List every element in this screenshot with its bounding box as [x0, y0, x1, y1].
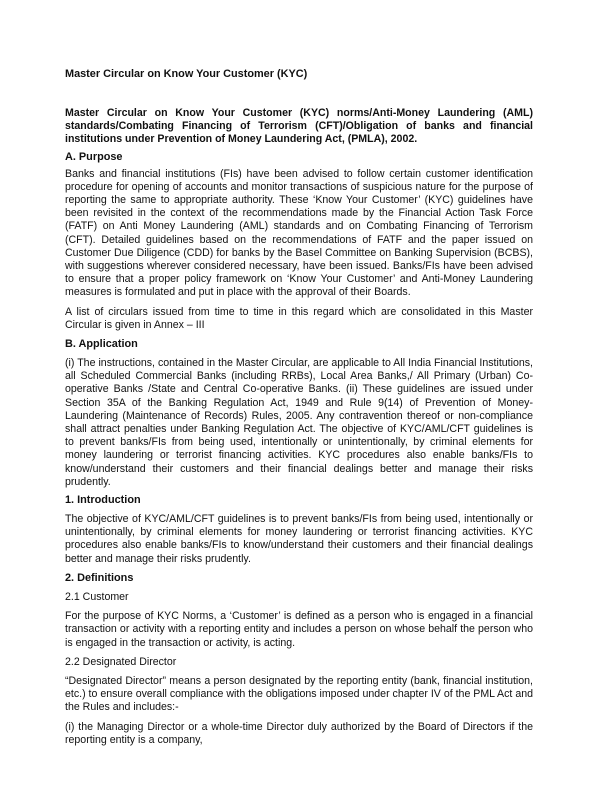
section-b-paragraph-1: (i) The instructions, contained in the Master Circular, are applicable to All India Financial Institutions, all Scheduled Commercial Banks (including RRBs), Local Area Banks,/ All Primary (Urban) Co-operative Banks /State and Central Co-operative Banks. (ii) These guidelines are issued under Section 35A of the Banking Regulation Act, 1949 and Rule 9(14) of Prevention of Money-Laundering (Maintenance of Records) Rules, 2005. Any contravention thereof or non-compliance shall attract penalties under Banking Regulation Act. The objective of KYC/AML/CFT guidelines is to prevent banks/FIs from being used, intentionally or unintentionally, by criminal elements for money laundering or terrorist financing activities. KYC procedures also enable banks/FIs to know/understand their customers and their financial dealings better and manage their risks prudently. [65, 357, 533, 488]
document-subtitle: Master Circular on Know Your Customer (KYC) norms/Anti-Money Laundering (AML) standards/Combating Financing of Terrorism (CFT)/Obligation of banks and financial institutions under Prevention of Money Laundering Act, (PMLA), 2002. [65, 107, 533, 146]
subsection-2-1-heading: 2.1 Customer [65, 590, 129, 603]
section-a-paragraph-2: A list of circulars issued from time to time in this regard which are consolidated in this Master Circular is given in Annex – III [65, 305, 533, 331]
document-page [65, 68, 533, 747]
subsection-2-2-paragraph: “Designated Director” means a person designated by the reporting entity (bank, financial institution, etc.) to ensure overall compliance with the obligations imposed under chapter IV of the PML Act and the Rules and includes:- [65, 674, 533, 714]
section-2-heading: 2. Definitions [65, 571, 134, 584]
document-title: Master Circular on Know Your Customer (KYC) [65, 68, 308, 80]
section-a-paragraph-1: Banks and financial institutions (FIs) have been advised to follow certain customer identification procedure for opening of accounts and monitor transactions of suspicious nature for the purpose of reporting the same to appropriate authority. These ‘Know Your Customer’ (KYC) guidelines have been revisited in the context of the recommendations made by the Financial Action Task Force (FATF) on Anti Money Laundering (AML) standards and on Combating Financing of Terrorism (CFT). Detailed guidelines based on the recommendations of FATF and the paper issued on Customer Due Diligence (CDD) for banks by the Basel Committee on Banking Supervision (BCBS), with suggestions wherever considered necessary, have been issued. Banks/FIs have been advised to ensure that a proper policy framework on ‘Know Your Customer’ and Anti-Money Laundering measures is formulated and put in place with the approval of their Boards. [65, 167, 533, 299]
section-b-heading: B. Application [65, 338, 138, 351]
section-a-heading: A. Purpose [65, 150, 123, 163]
subsection-2-1-paragraph: For the purpose of KYC Norms, a ‘Customer’ is defined as a person who is engaged in a financial transaction or activity with a reporting entity and includes a person on whose behalf the person who is engaged in the transaction or activity, is acting. [65, 610, 533, 649]
subsection-2-2-item-1: (i) the Managing Director or a whole-time Director duly authorized by the Board of Directors if the reporting entity is a company, [65, 720, 533, 746]
section-1-heading: 1. Introduction [65, 494, 141, 507]
section-1-paragraph-1: The objective of KYC/AML/CFT guidelines is to prevent banks/FIs from being used, intentionally or unintentionally, by criminal elements for money laundering or terrorist financing activities. KYC procedures also enable banks/FIs to know/understand their customers and their financial dealings better and manage their risks prudently. [65, 513, 533, 565]
subsection-2-2-heading: 2.2 Designated Director [65, 655, 177, 668]
